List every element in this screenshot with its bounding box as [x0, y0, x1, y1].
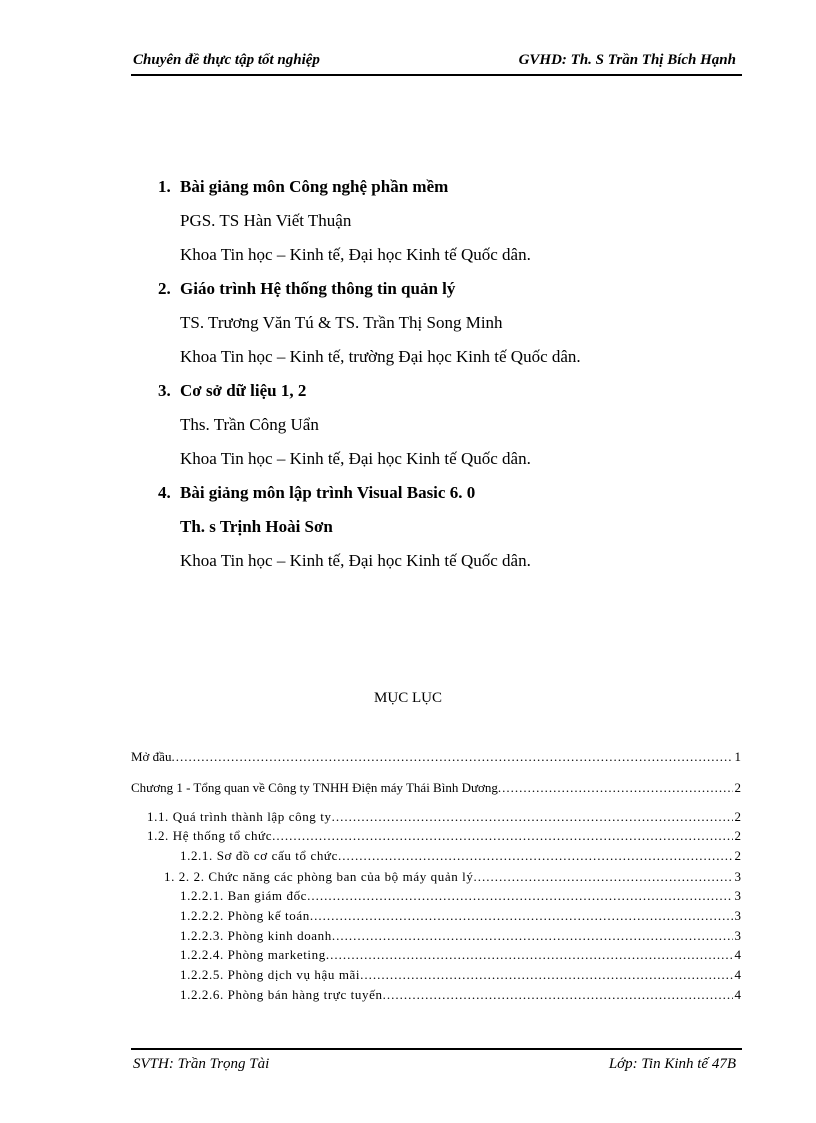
toc-entry[interactable] [180, 887, 741, 905]
reference-author: PGS. TS Hàn Viết Thuận [180, 211, 352, 230]
page-header [131, 52, 742, 76]
reference-title-text: Cơ sở dữ liệu 1, 2 [180, 381, 307, 400]
toc-leader-dots [326, 946, 733, 964]
reference-title [158, 278, 718, 312]
toc-entry-text: 1.2.2.1. Ban giám đốc [180, 888, 308, 903]
toc-leader-dots [474, 868, 733, 886]
toc-entry-text: 1.2.2.2. Phòng kế toán [180, 908, 310, 923]
reference-publisher: Khoa Tin học – Kinh tế, Đại học Kinh tế Quốc dân. [180, 245, 531, 264]
toc-entry-page: 3 [734, 908, 741, 923]
toc-leader-dots [338, 847, 733, 865]
toc-entry-text: 1.2.1. Sơ đồ cơ cấu tổ chức [180, 848, 338, 863]
reference-title-text: Bài giảng môn Công nghệ phần mềm [180, 177, 449, 196]
toc-entry-page: 2 [734, 848, 741, 863]
toc-entry-page: 2 [734, 828, 741, 843]
toc-entry-text: 1. 2. 2. Chức năng các phòng ban của bộ máy quản lý [164, 869, 474, 884]
footer-student: SVTH: Trần Trọng Tài [133, 1056, 270, 1072]
toc-entry-text: 1.2. Hệ thống tổ chức [147, 828, 273, 843]
reference-title-text: Giáo trình Hệ thống thông tin quản lý [180, 279, 456, 298]
toc-entry-page: 4 [734, 967, 741, 982]
reference-author: Th. s Trịnh Hoài Sơn [180, 517, 333, 536]
reference-publisher: Khoa Tin học – Kinh tế, Đại học Kinh tế Quốc dân. [180, 551, 531, 570]
reference-number: 2. [158, 279, 171, 298]
toc-entry[interactable] [180, 966, 741, 984]
reference-title-text: Bài giảng môn lập trình Visual Basic 6. 0 [180, 483, 476, 502]
header-supervisor: GVHD: Th. S Trần Thị Bích Hạnh [518, 52, 736, 68]
toc-entry[interactable] [180, 986, 741, 1004]
reference-number: 3. [158, 381, 171, 400]
toc-entry-page: 3 [734, 888, 741, 903]
toc-entry[interactable] [147, 808, 741, 826]
reference-title [158, 482, 718, 516]
toc-entry-text: Mở đầu [131, 749, 172, 764]
toc-entry-text: Chương 1 - Tổng quan về Công ty TNHH Điện máy Thái Bình Dương [131, 780, 498, 795]
reference-title [158, 380, 718, 414]
header-document-title: Chuyên đề thực tập tốt nghiệp [133, 52, 320, 68]
footer-class: Lớp: Tin Kinh tế 47B [608, 1056, 736, 1072]
toc-entry[interactable] [180, 907, 741, 925]
toc-leader-dots [332, 808, 733, 826]
toc-entry-page: 2 [734, 809, 741, 824]
toc-entry-text: 1.1. Quá trình thành lập công ty [147, 809, 332, 824]
toc-leader-dots [332, 927, 733, 945]
toc-entry[interactable] [131, 779, 741, 797]
toc-entry-page: 2 [734, 780, 741, 795]
toc-entry-page: 1 [734, 749, 741, 764]
toc-entry-text: 1.2.2.3. Phòng kinh doanh [180, 928, 332, 943]
toc-leader-dots [307, 887, 732, 905]
reference-number: 4. [158, 483, 171, 502]
reference-publisher: Khoa Tin học – Kinh tế, Đại học Kinh tế Quốc dân. [180, 449, 531, 468]
reference-publisher: Khoa Tin học – Kinh tế, trường Đại học Kinh tế Quốc dân. [180, 347, 581, 366]
toc-entry-text: 1.2.2.4. Phòng marketing [180, 947, 326, 962]
toc-entry[interactable] [180, 847, 741, 865]
toc-leader-dots [360, 966, 732, 984]
toc-entry-text: 1.2.2.6. Phòng bán hàng trực tuyến [180, 987, 383, 1002]
toc-leader-dots [498, 779, 733, 797]
toc-entry-text: 1.2.2.5. Phòng dịch vụ hậu mãi [180, 967, 361, 982]
reference-number: 1. [158, 177, 171, 196]
toc-entry[interactable] [180, 946, 741, 964]
toc-entry[interactable] [180, 927, 741, 945]
page-footer [131, 1048, 742, 1076]
references-list [158, 176, 718, 584]
reference-title [158, 176, 718, 210]
toc-entry-page: 4 [734, 987, 741, 1002]
toc-entry[interactable] [147, 827, 741, 845]
toc-entry-page: 3 [734, 928, 741, 943]
toc-entry-page: 3 [734, 869, 741, 884]
toc-heading: MỤC LỤC [374, 690, 442, 706]
toc-leader-dots [310, 907, 733, 925]
toc-leader-dots [171, 748, 732, 766]
toc-entry-page: 4 [734, 947, 741, 962]
toc-leader-dots [272, 827, 732, 845]
toc-entry[interactable] [131, 748, 741, 766]
toc-leader-dots [383, 986, 733, 1004]
reference-author: TS. Trương Văn Tú & TS. Trần Thị Song Minh [180, 313, 503, 332]
toc-entry[interactable] [164, 868, 741, 886]
reference-author: Ths. Trần Công Uẩn [180, 415, 319, 434]
